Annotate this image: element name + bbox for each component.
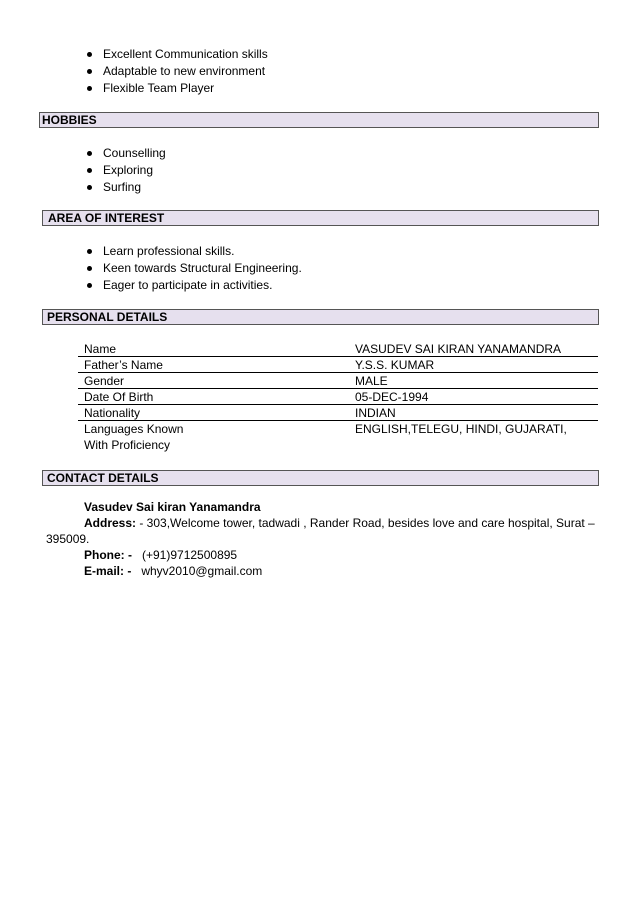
hobby-text: Surfing: [103, 180, 142, 194]
hobby-text: Counselling: [103, 146, 166, 160]
hobby-text: Exploring: [103, 163, 154, 177]
contact-phone-line: [0, 547, 638, 563]
table-row: [78, 389, 598, 405]
contact-email-line: [0, 563, 638, 579]
detail-label: Father’s Name: [84, 358, 163, 372]
detail-value: VASUDEV SAI KIRAN YANAMANDRA: [355, 342, 562, 356]
bullet-icon: [87, 266, 92, 271]
list-item: [0, 162, 166, 179]
contact-heading: CONTACT DETAILS: [42, 470, 599, 486]
skill-text: Excellent Communication skills: [103, 47, 268, 61]
bullet-icon: [87, 69, 92, 74]
contact-name: Vasudev Sai kiran Yanamandra: [84, 500, 261, 514]
address-text: - 303,Welcome tower, tadwadi , Rander Road, besides love and care hospital, Surat –: [136, 516, 595, 530]
contact-address-line-2: [0, 531, 638, 547]
list-item: [0, 260, 302, 277]
table-row: [78, 357, 598, 373]
bullet-icon: [87, 86, 92, 91]
bullet-icon: [87, 52, 92, 57]
detail-label-line1: Languages Known: [84, 422, 184, 436]
detail-label: Nationality: [84, 406, 141, 420]
email-separator: : -: [120, 564, 132, 578]
detail-label: Name: [84, 342, 117, 356]
table-row: [78, 405, 598, 421]
address-text-continued: 395009.: [46, 532, 90, 546]
email-address: whyv2010@gmail.com: [141, 564, 263, 578]
bullet-icon: [87, 168, 92, 173]
skill-text: Adaptable to new environment: [103, 64, 266, 78]
interest-text: Learn professional skills.: [103, 244, 235, 258]
detail-value: INDIAN: [355, 406, 396, 420]
detail-label: Date Of Birth: [84, 390, 154, 404]
personal-details-table: [78, 341, 598, 453]
email-label: E-mail: [84, 564, 121, 578]
table-row: [78, 373, 598, 389]
hobbies-list: [0, 145, 166, 196]
contact-address-line: [0, 515, 638, 531]
detail-value: Y.S.S. KUMAR: [355, 358, 435, 372]
list-item: [0, 179, 166, 196]
detail-label-line2: With Proficiency: [84, 438, 171, 452]
detail-label: [84, 421, 183, 453]
table-row: [78, 341, 598, 357]
detail-value: MALE: [355, 374, 388, 388]
hobbies-heading: HOBBIES: [39, 112, 599, 128]
bullet-icon: [87, 151, 92, 156]
detail-value: 05-DEC-1994: [355, 390, 429, 404]
list-item: [0, 243, 302, 260]
contact-block: [0, 499, 638, 579]
bullet-icon: [87, 283, 92, 288]
list-item: [0, 46, 268, 63]
phone-number: (+91)9712500895: [142, 548, 238, 562]
interest-text: Keen towards Structural Engineering.: [103, 261, 302, 275]
interest-heading: AREA OF INTEREST: [42, 210, 599, 226]
detail-value: ENGLISH,TELEGU, HINDI, GUJARATI,: [355, 422, 567, 436]
detail-label: Gender: [84, 374, 125, 388]
personal-heading: PERSONAL DETAILS: [42, 309, 599, 325]
list-item: [0, 63, 268, 80]
interest-text: Eager to participate in activities.: [103, 278, 273, 292]
list-item: [0, 80, 268, 97]
interest-list: [0, 243, 302, 294]
table-row: [78, 421, 598, 453]
phone-label: Phone: -: [84, 548, 132, 562]
contact-name-line: [0, 499, 638, 515]
skills-list: [0, 46, 268, 97]
list-item: [0, 277, 302, 294]
list-item: [0, 145, 166, 162]
bullet-icon: [87, 185, 92, 190]
bullet-icon: [87, 249, 92, 254]
address-label: Address:: [84, 516, 137, 530]
skill-text: Flexible Team Player: [103, 81, 215, 95]
